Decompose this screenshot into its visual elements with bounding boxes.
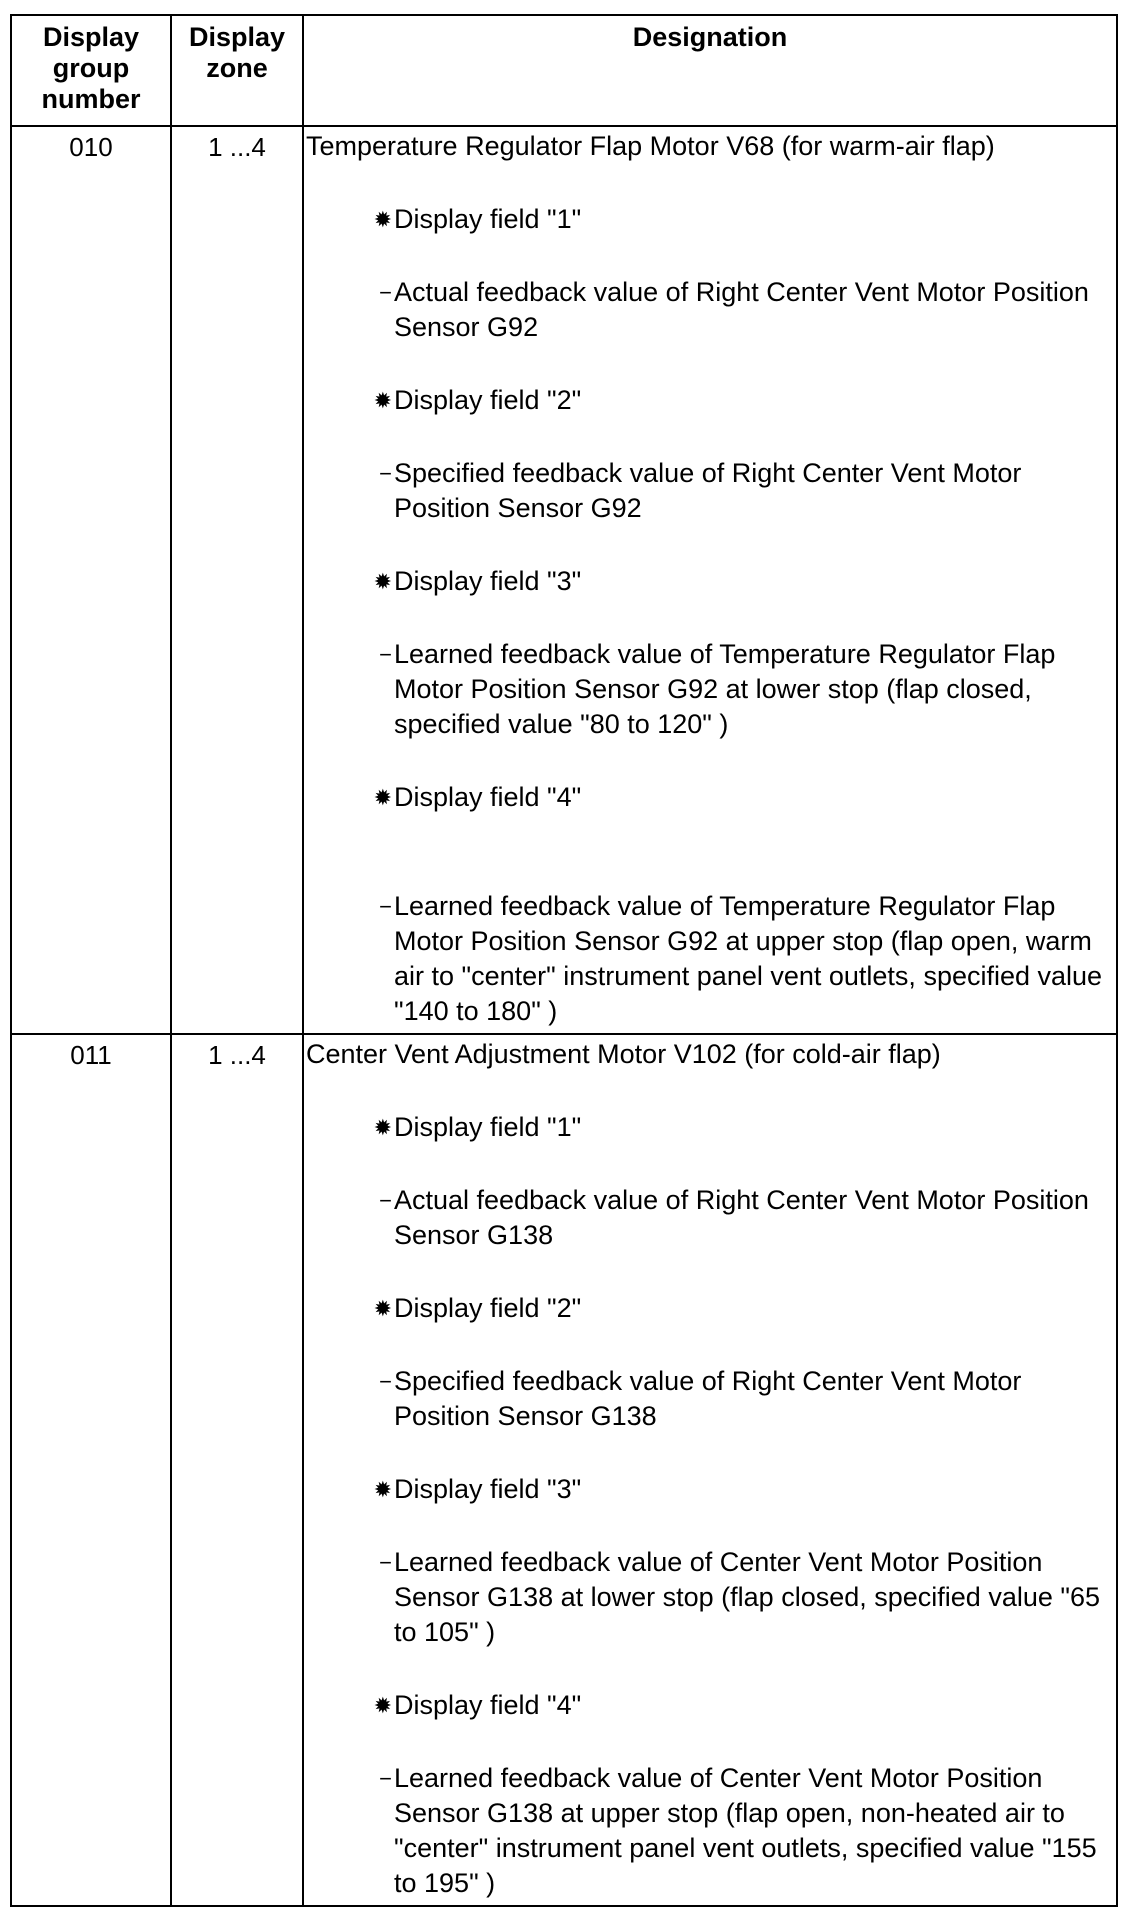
display-field-label: ✹ Display field "3": [368, 564, 1112, 599]
header-text: Designation: [632, 22, 788, 52]
display-field-description: − Learned feedback value of Temperature Regulator Flap Motor Position Sensor G92 at upper stop (flap open, warm air to "center" instrument panel vent outlets, specified value "140 to 180" ): [368, 889, 1112, 1029]
asterisk-icon: ✹: [373, 207, 392, 232]
dash-icon: −: [379, 1766, 392, 1791]
display-field-label: ✹ Display field "4": [368, 780, 1112, 815]
display-field-label: ✹ Display field "3": [368, 1472, 1112, 1507]
table-row-group-010: [11, 126, 1117, 1034]
dash-icon: −: [379, 1550, 392, 1575]
header-display-zone: [171, 15, 303, 126]
display-zone: 1 ...4: [171, 126, 303, 1034]
display-field-description: − Learned feedback value of Center Vent Motor Position Sensor G138 at lower stop (flap closed, specified value "65 to 105" ): [368, 1545, 1112, 1650]
display-field-list: [306, 1110, 1112, 1901]
display-field-label: ✹ Display field "4": [368, 1688, 1112, 1723]
display-group-table: [10, 14, 1118, 1907]
asterisk-icon: ✹: [373, 569, 392, 594]
asterisk-icon: ✹: [373, 1477, 392, 1502]
display-field-description: − Actual feedback value of Right Center Vent Motor Position Sensor G92: [368, 275, 1112, 345]
header-text: zone: [206, 53, 268, 83]
display-field-label: ✹ Display field "2": [368, 383, 1112, 418]
header-text: Display: [188, 22, 286, 52]
dash-icon: −: [379, 894, 392, 919]
header-text: group: [52, 53, 130, 83]
display-field-description: − Specified feedback value of Right Center Vent Motor Position Sensor G92: [368, 456, 1112, 526]
header-display-group-number: [11, 15, 171, 126]
designation-cell: [303, 1034, 1117, 1906]
header-text: number: [41, 84, 141, 114]
header-text: Display: [42, 22, 140, 52]
dash-icon: −: [379, 1369, 392, 1394]
dash-icon: −: [379, 1188, 392, 1213]
asterisk-icon: ✹: [373, 785, 392, 810]
display-zone: 1 ...4: [171, 1034, 303, 1906]
asterisk-icon: ✹: [373, 1115, 392, 1140]
asterisk-icon: ✹: [373, 1693, 392, 1718]
display-field-description: − Learned feedback value of Temperature Regulator Flap Motor Position Sensor G92 at lower stop (flap closed, specified value "80 to 120" ): [368, 637, 1112, 742]
header-designation: [303, 15, 1117, 126]
group-number: 011: [11, 1034, 171, 1906]
display-field-label: ✹ Display field "2": [368, 1291, 1112, 1326]
dash-icon: −: [379, 642, 392, 667]
dash-icon: −: [379, 280, 392, 305]
header-row: [11, 15, 1117, 126]
asterisk-icon: ✹: [373, 1296, 392, 1321]
group-title: Center Vent Adjustment Motor V102 (for cold-air flap): [306, 1039, 941, 1069]
display-field-description: − Actual feedback value of Right Center Vent Motor Position Sensor G138: [368, 1183, 1112, 1253]
group-number: 010: [11, 126, 171, 1034]
asterisk-icon: ✹: [373, 388, 392, 413]
dash-icon: −: [379, 461, 392, 486]
designation-cell: [303, 126, 1117, 1034]
display-field-list: [306, 202, 1112, 1029]
table-row-group-011: [11, 1034, 1117, 1906]
display-field-label: ✹ Display field "1": [368, 202, 1112, 237]
display-field-description: − Specified feedback value of Right Center Vent Motor Position Sensor G138: [368, 1364, 1112, 1434]
display-field-description: − Learned feedback value of Center Vent Motor Position Sensor G138 at upper stop (flap open, non-heated air to "center" instrument panel vent outlets, specified value "155 to 195" ): [368, 1761, 1112, 1901]
group-title: Temperature Regulator Flap Motor V68 (for warm-air flap): [306, 131, 995, 161]
display-field-label: ✹ Display field "1": [368, 1110, 1112, 1145]
